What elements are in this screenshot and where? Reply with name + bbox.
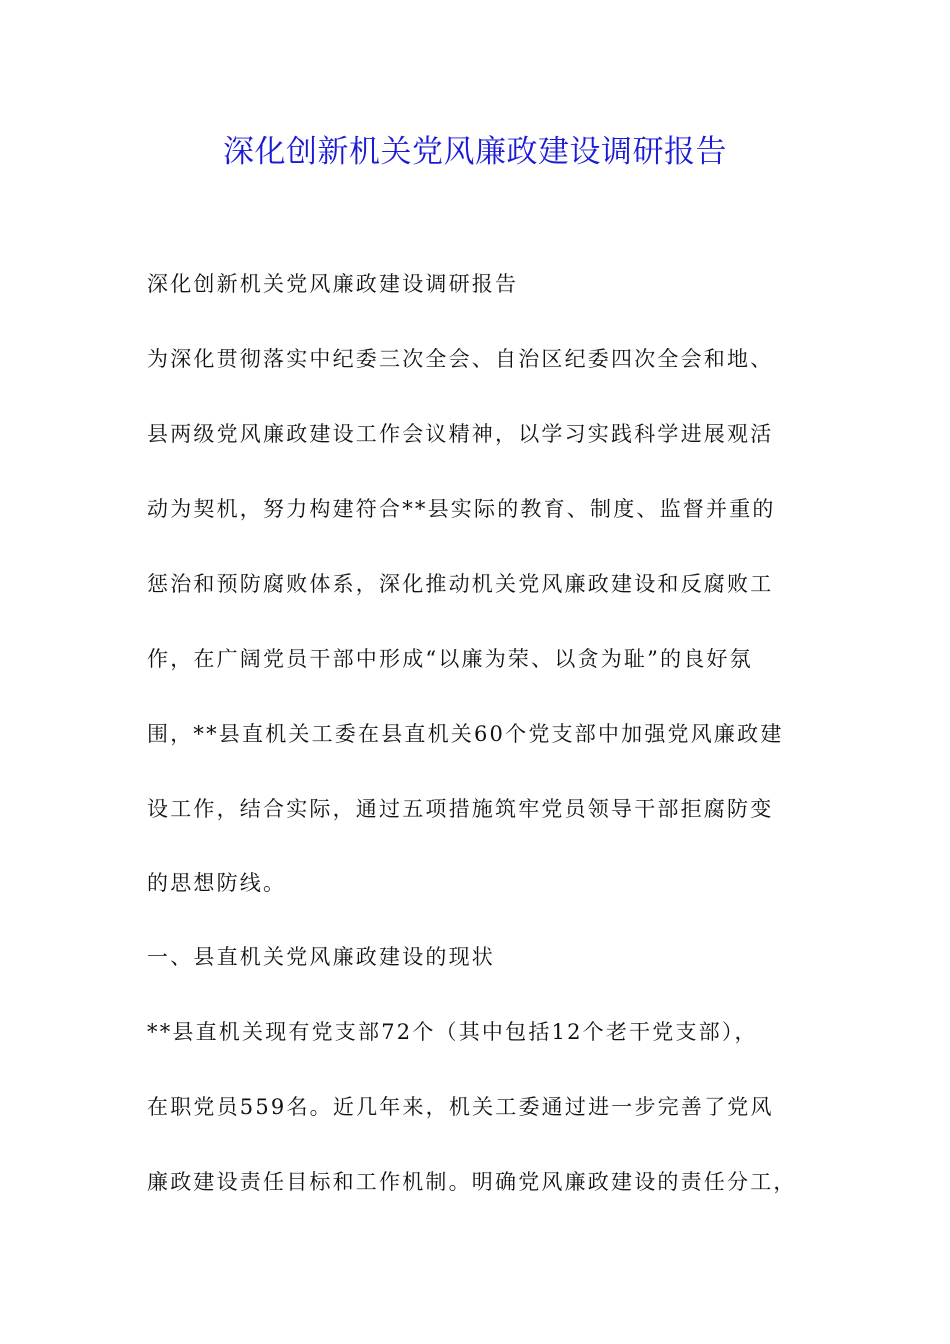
- intro-line-5: 作，在广阔党员干部中形成“以廉为荣、以贪为耻”的良好氛: [147, 647, 753, 671]
- intro-line-2: 县两级党风廉政建设工作会议精神，以学习实践科学进展观活: [147, 422, 774, 446]
- section-1-heading: 一、县直机关党风廉政建设的现状: [147, 945, 495, 969]
- section-1-line-2: 在职党员559名。近几年来，机关工委通过进一步完善了党风: [147, 1095, 774, 1119]
- intro-line-6: 围，**县直机关工委在县直机关60个党支部中加强党风廉政建: [147, 722, 784, 746]
- document-subtitle: 深化创新机关党风廉政建设调研报告: [147, 272, 519, 296]
- section-1-line-3: 廉政建设责任目标和工作机制。明确党风廉政建设的责任分工，: [147, 1170, 797, 1194]
- intro-line-7: 设工作，结合实际，通过五项措施筑牢党员领导干部拒腐防变: [147, 797, 774, 821]
- intro-line-3: 动为契机，努力构建符合**县实际的教育、制度、监督并重的: [147, 497, 776, 521]
- intro-line-4: 惩治和预防腐败体系，深化推动机关党风廉政建设和反腐败工: [147, 572, 774, 596]
- intro-line-1: 为深化贯彻落实中纪委三次全会、自治区纪委四次全会和地、: [147, 347, 774, 371]
- intro-line-8: 的思想防线。: [147, 871, 287, 895]
- document-title: 深化创新机关党风廉政建设调研报告: [223, 134, 727, 170]
- section-1-line-1: **县直机关现有党支部72个（其中包括12个老干党支部），: [147, 1020, 758, 1044]
